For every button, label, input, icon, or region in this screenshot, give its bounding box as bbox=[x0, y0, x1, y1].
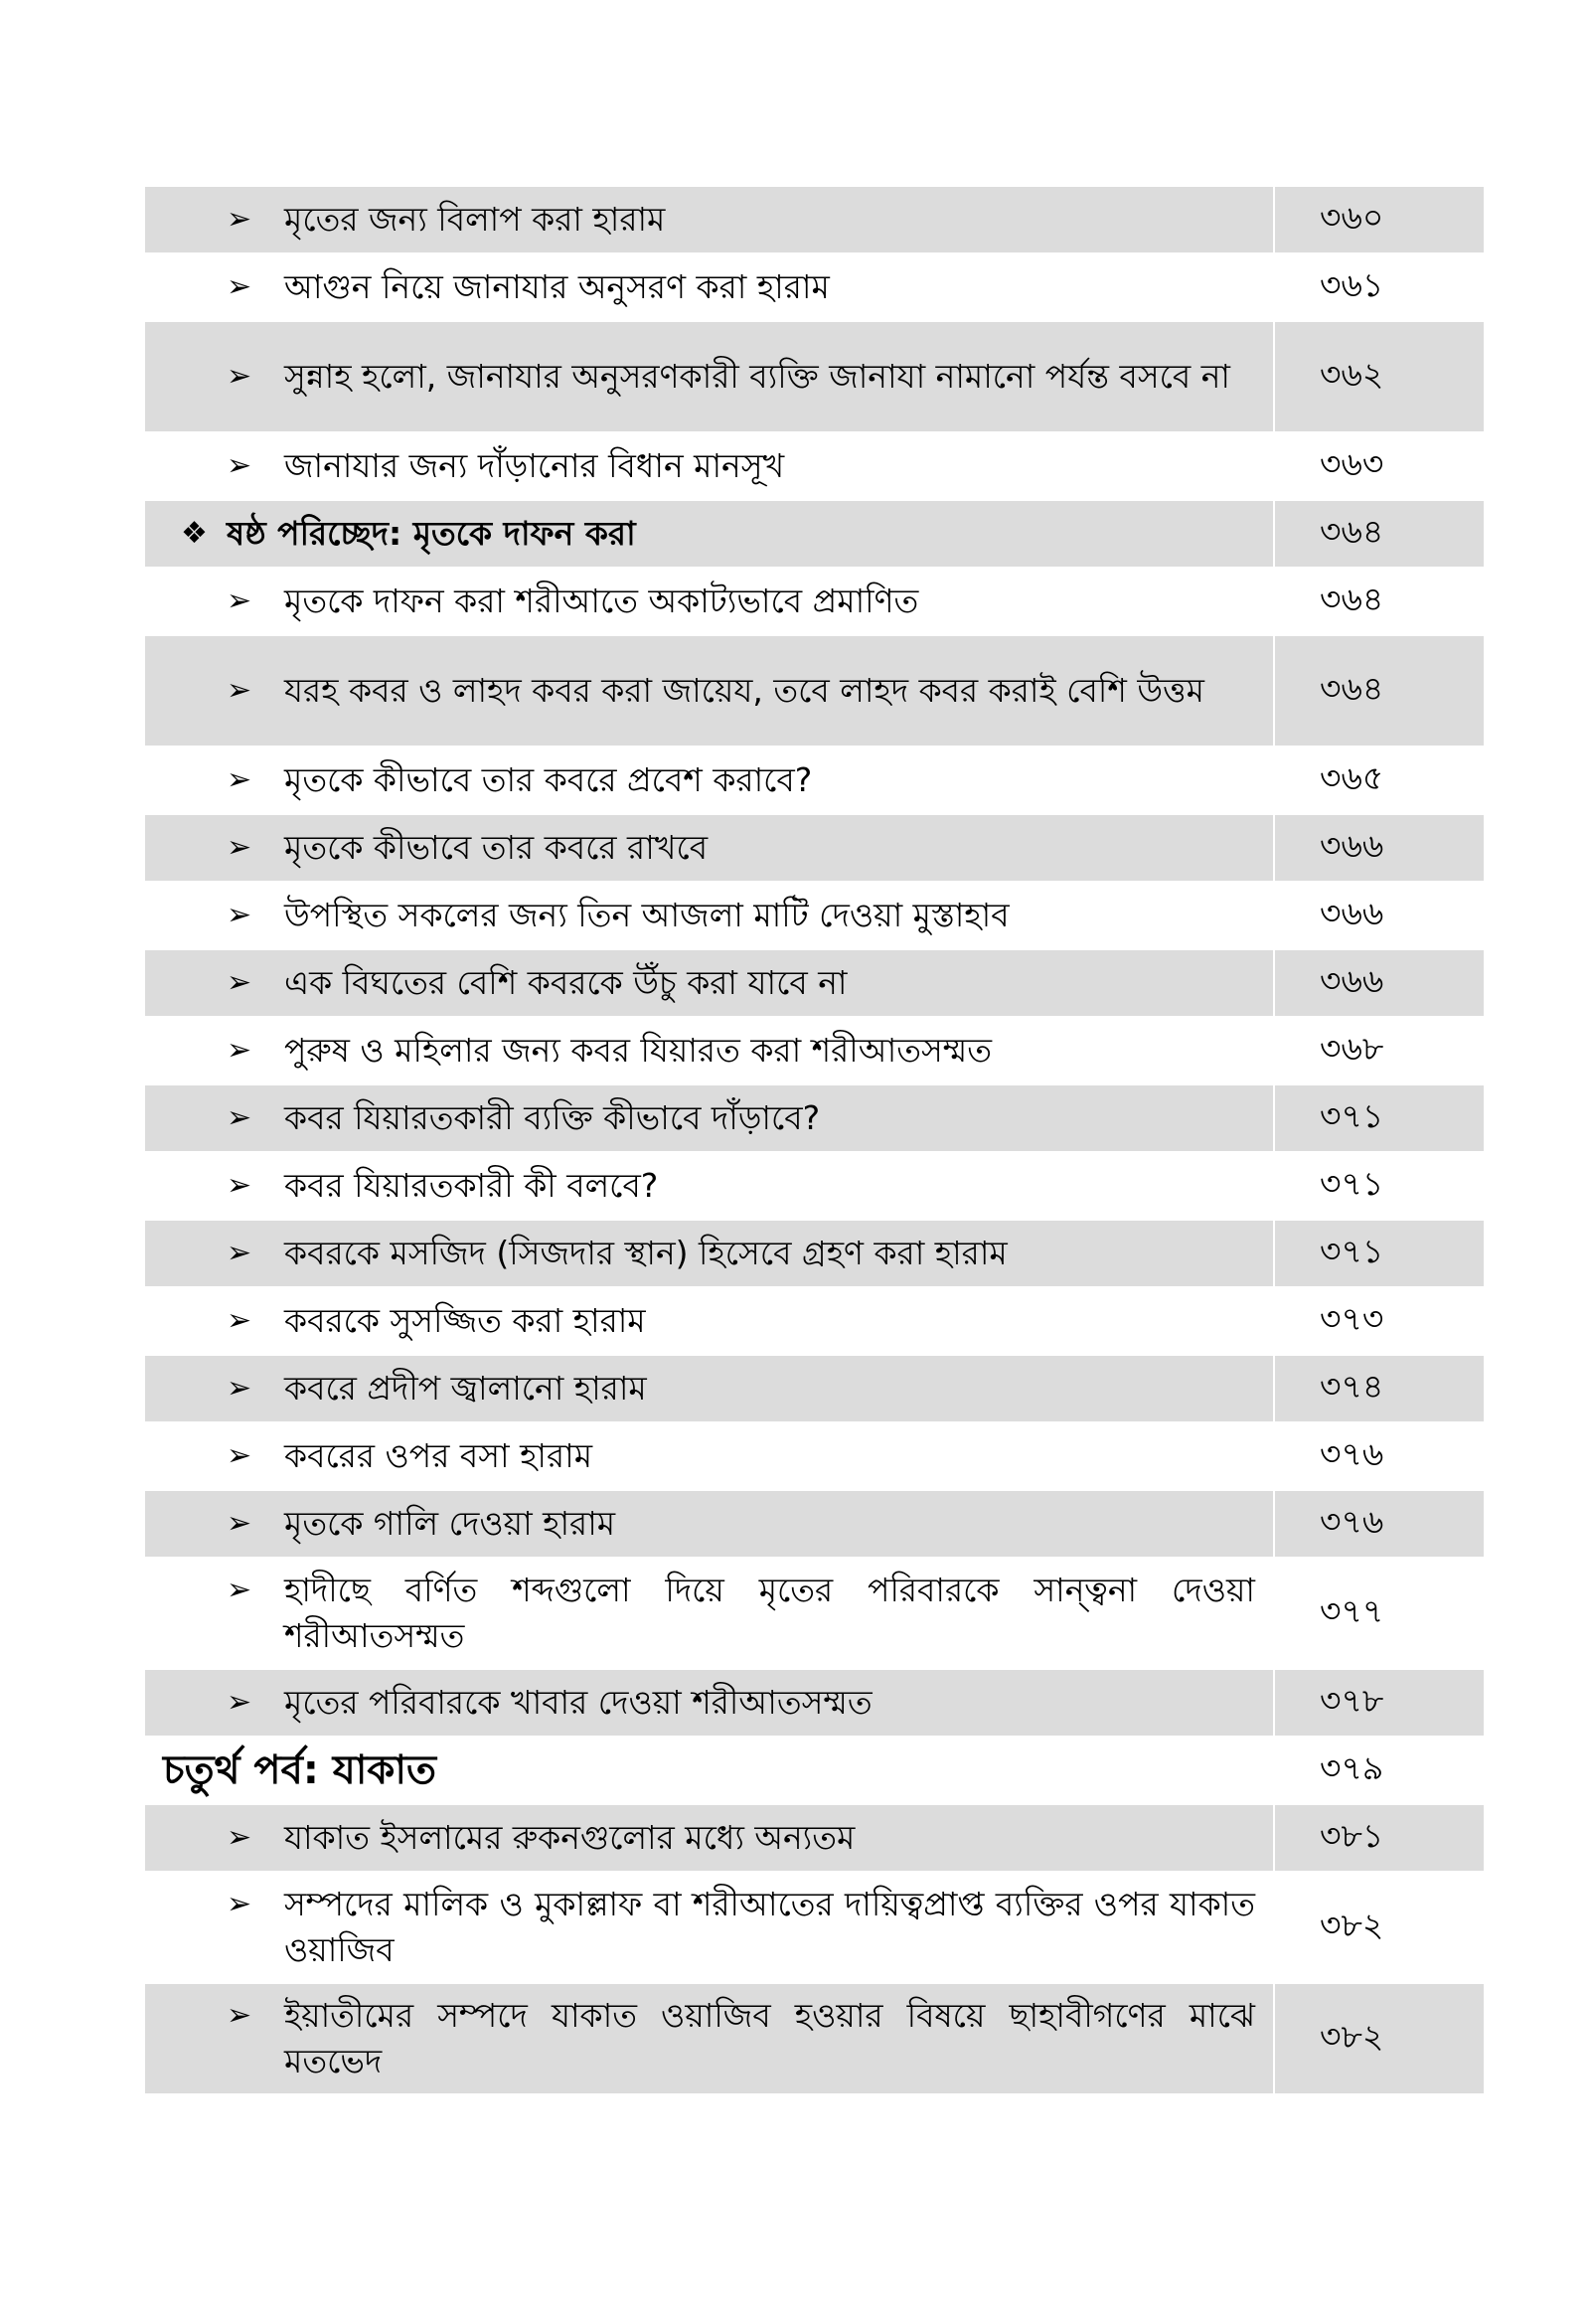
entry-title-cell bbox=[145, 1559, 1274, 1668]
page-number: ৩৬৪ bbox=[1320, 580, 1384, 618]
entry-title: পুরুষ ও মহিলার জন্য কবর যিয়ারত করা শরীআতসম্মত bbox=[284, 1031, 993, 1070]
page-number: ৩৭৮ bbox=[1274, 1670, 1484, 1736]
toc-entry bbox=[145, 1153, 1484, 1219]
entry-title: যরহ কবর ও লাহদ কবর করা জায়েয, তবে লাহদ কবর করাই বেশি উত্তম bbox=[284, 671, 1204, 710]
toc-entry bbox=[145, 636, 1484, 746]
arrow-bullet-icon: ➢ bbox=[227, 1998, 252, 2033]
toc-entry bbox=[145, 1805, 1484, 1871]
arrow-bullet-icon: ➢ bbox=[227, 762, 252, 797]
arrow-bullet-icon: ➢ bbox=[227, 269, 252, 304]
entry-title: সম্পদের মালিক ও মুকাল্লাফ বা শরীআতের দায়িত্বপ্রাপ্ত ব্যক্তির ওপর যাকাত ওয়াজিব bbox=[284, 1885, 1255, 1969]
arrow-bullet-icon: ➢ bbox=[227, 1303, 252, 1338]
page-number: ৩৬৪ bbox=[1274, 636, 1484, 746]
entry-title-wrap bbox=[145, 197, 1273, 243]
toc-entry bbox=[145, 1873, 1484, 1982]
toc-entry bbox=[145, 1423, 1484, 1489]
entry-title-wrap bbox=[145, 1366, 1273, 1411]
entry-title-wrap bbox=[145, 579, 1273, 624]
entry-title: যাকাত ইসলামের রুকনগুলোর মধ্যে অন্যতম bbox=[284, 1818, 856, 1857]
entry-title-cell bbox=[145, 1873, 1274, 1982]
entry-title: মৃতকে কীভাবে তার কবরে রাখবে bbox=[284, 828, 709, 867]
toc-entry bbox=[145, 187, 1484, 252]
entry-title: মৃতের জন্য বিলাপ করা হারাম bbox=[284, 200, 666, 239]
page-number: ৩৭৪ bbox=[1274, 1356, 1484, 1421]
entry-title: কবরকে সুসজ্জিত করা হারাম bbox=[284, 1301, 646, 1340]
entry-title-cell bbox=[145, 636, 1274, 746]
page-number: ৩৮২ bbox=[1320, 1906, 1384, 1944]
arrow-bullet-icon: ➢ bbox=[227, 1573, 252, 1607]
entry-title-cell bbox=[145, 501, 1274, 567]
toc-entry bbox=[145, 254, 1484, 320]
entry-title-cell bbox=[145, 322, 1274, 431]
entry-title-wrap bbox=[145, 1815, 1273, 1861]
entry-title-wrap bbox=[145, 1433, 1273, 1479]
page-number: ৩৭৯ bbox=[1320, 1748, 1384, 1787]
table-of-contents bbox=[145, 187, 1484, 2093]
entry-title: চতুর্থ পর্ব: যাকাত bbox=[163, 1747, 437, 1793]
page-number: ৩৭৩ bbox=[1320, 1299, 1384, 1338]
toc-entry bbox=[145, 883, 1484, 948]
entry-title: কবর যিয়ারতকারী ব্যক্তি কীভাবে দাঁড়াবে? bbox=[284, 1098, 821, 1137]
arrow-bullet-icon: ➢ bbox=[227, 898, 252, 932]
page-number: ৩৭৭ bbox=[1320, 1591, 1384, 1630]
entry-title: সুন্নাহ হলো, জানাযার অনুসরণকারী ব্যক্তি জানাযা নামানো পর্যন্ত বসবে না bbox=[284, 357, 1230, 396]
page-number: ৩৮১ bbox=[1274, 1805, 1484, 1871]
arrow-bullet-icon: ➢ bbox=[227, 1438, 252, 1473]
toc-entry bbox=[145, 1221, 1484, 1286]
entry-title: এক বিঘতের বেশি কবরকে উঁচু করা যাবে না bbox=[284, 963, 848, 1002]
entry-title-cell bbox=[145, 1018, 1274, 1083]
entry-title: কবরকে মসজিদ (সিজদার স্থান) হিসেবে গ্রহণ করা হারাম bbox=[284, 1234, 1008, 1272]
entry-title-wrap bbox=[145, 1028, 1273, 1074]
toc-entry bbox=[145, 815, 1484, 881]
arrow-bullet-icon: ➢ bbox=[227, 448, 252, 483]
toc-entry bbox=[145, 1018, 1484, 1083]
entry-title-wrap bbox=[145, 757, 1273, 803]
entry-title-cell bbox=[145, 1984, 1274, 2093]
page-number: ৩৬৪ bbox=[1274, 501, 1484, 567]
toc-entry bbox=[145, 950, 1484, 1016]
entry-title-cell bbox=[145, 1423, 1274, 1489]
entry-title-wrap bbox=[145, 1882, 1273, 1973]
page-number: ৩৬৫ bbox=[1320, 758, 1384, 797]
arrow-bullet-icon: ➢ bbox=[227, 1371, 252, 1406]
toc-entry bbox=[145, 1085, 1484, 1151]
page-number: ৩৬৩ bbox=[1320, 444, 1384, 483]
entry-title: মৃতকে গালি দেওয়া হারাম bbox=[284, 1504, 616, 1543]
entry-title-cell bbox=[145, 747, 1274, 813]
entry-title-cell bbox=[145, 1670, 1274, 1736]
toc-entry bbox=[145, 747, 1484, 813]
arrow-bullet-icon: ➢ bbox=[227, 1820, 252, 1855]
entry-title: কবরে প্রদীপ জ্বালানো হারাম bbox=[284, 1369, 647, 1408]
entry-title-wrap bbox=[145, 1993, 1273, 2084]
page-number: ৩৬২ bbox=[1274, 322, 1484, 431]
arrow-bullet-icon: ➢ bbox=[227, 673, 252, 708]
arrow-bullet-icon: ➢ bbox=[227, 359, 252, 394]
toc-entry bbox=[145, 322, 1484, 431]
toc-entry bbox=[145, 433, 1484, 499]
page-number: ৩৬৮ bbox=[1320, 1029, 1384, 1068]
toc-entry bbox=[145, 1559, 1484, 1668]
arrow-bullet-icon: ➢ bbox=[227, 1887, 252, 1921]
arrow-bullet-icon: ➢ bbox=[227, 202, 252, 237]
entry-title-wrap bbox=[145, 960, 1273, 1006]
entry-title-wrap bbox=[145, 825, 1273, 871]
entry-title-wrap bbox=[145, 1095, 1273, 1141]
page-number: ৩৭১ bbox=[1274, 1085, 1484, 1151]
page-number: ৩৭৬ bbox=[1274, 1491, 1484, 1557]
entry-title-cell bbox=[145, 1221, 1274, 1286]
entry-title-wrap bbox=[145, 1231, 1273, 1276]
page-number: ৩৭১ bbox=[1320, 1164, 1384, 1203]
toc-part-heading bbox=[145, 1738, 1484, 1803]
toc-entry bbox=[145, 1356, 1484, 1421]
page-number: ৩৬৬ bbox=[1320, 894, 1384, 932]
entry-title-cell bbox=[145, 1085, 1274, 1151]
arrow-bullet-icon: ➢ bbox=[227, 1236, 252, 1270]
entry-title-cell bbox=[145, 950, 1274, 1016]
page-number: ৩৭৬ bbox=[1320, 1434, 1384, 1473]
toc-body bbox=[145, 187, 1484, 2093]
entry-title-wrap bbox=[145, 1747, 1273, 1793]
entry-title-wrap bbox=[145, 443, 1273, 489]
toc-entry bbox=[145, 1491, 1484, 1557]
entry-title-cell bbox=[145, 883, 1274, 948]
entry-title-cell bbox=[145, 1356, 1274, 1421]
entry-title-wrap bbox=[145, 668, 1273, 714]
arrow-bullet-icon: ➢ bbox=[227, 583, 252, 618]
entry-title-cell bbox=[145, 1491, 1274, 1557]
entry-title-cell bbox=[145, 569, 1274, 634]
page-number: ৩৭১ bbox=[1274, 1221, 1484, 1286]
entry-title-cell bbox=[145, 1805, 1274, 1871]
entry-title-wrap bbox=[145, 1501, 1273, 1547]
entry-title-wrap bbox=[145, 1163, 1273, 1209]
entry-title-cell bbox=[145, 815, 1274, 881]
diamond-bullet-icon: ❖ bbox=[181, 516, 208, 551]
entry-title-wrap bbox=[145, 354, 1273, 400]
entry-title-wrap bbox=[145, 511, 1273, 557]
toc-entry bbox=[145, 569, 1484, 634]
entry-title: জানাযার জন্য দাঁড়ানোর বিধান মানসূখ bbox=[284, 446, 785, 485]
arrow-bullet-icon: ➢ bbox=[227, 1506, 252, 1541]
entry-title-cell bbox=[145, 1738, 1274, 1803]
toc-entry bbox=[145, 1288, 1484, 1354]
entry-title: কবরের ওপর বসা হারাম bbox=[284, 1436, 593, 1475]
entry-title: ইয়াতীমের সম্পদে যাকাত ওয়াজিব হওয়ার বিষয়ে ছাহাবীগণের মাঝে মতভেদ bbox=[284, 1996, 1255, 2080]
entry-title-cell bbox=[145, 1288, 1274, 1354]
entry-title: উপস্থিত সকলের জন্য তিন আজলা মাটি দেওয়া মুস্তাহাব bbox=[284, 896, 1010, 934]
entry-title-wrap bbox=[145, 893, 1273, 938]
entry-title-cell bbox=[145, 254, 1274, 320]
entry-title-wrap bbox=[145, 264, 1273, 310]
arrow-bullet-icon: ➢ bbox=[227, 1033, 252, 1068]
page-number: ৩৬৬ bbox=[1274, 950, 1484, 1016]
page-number: ৩৬১ bbox=[1320, 265, 1384, 304]
entry-title: মৃতের পরিবারকে খাবার দেওয়া শরীআতসম্মত bbox=[284, 1683, 873, 1722]
entry-title-cell bbox=[145, 1153, 1274, 1219]
page-number: ৩৬০ bbox=[1274, 187, 1484, 252]
entry-title: কবর যিয়ারতকারী কী বলবে? bbox=[284, 1166, 659, 1205]
page-number: ৩৮২ bbox=[1274, 1984, 1484, 2093]
entry-title-cell bbox=[145, 433, 1274, 499]
toc-section-heading bbox=[145, 501, 1484, 567]
arrow-bullet-icon: ➢ bbox=[227, 830, 252, 865]
arrow-bullet-icon: ➢ bbox=[227, 1685, 252, 1720]
entry-title-cell bbox=[145, 187, 1274, 252]
page-number: ৩৬৬ bbox=[1274, 815, 1484, 881]
entry-title: মৃতকে কীভাবে তার কবরে প্রবেশ করাবে? bbox=[284, 760, 813, 799]
entry-title-wrap bbox=[145, 1680, 1273, 1726]
toc-entry bbox=[145, 1984, 1484, 2093]
arrow-bullet-icon: ➢ bbox=[227, 965, 252, 1000]
arrow-bullet-icon: ➢ bbox=[227, 1100, 252, 1135]
entry-title-wrap bbox=[145, 1568, 1273, 1659]
entry-title: ষষ্ঠ পরিচ্ছেদ: মৃতকে দাফন করা bbox=[227, 514, 636, 553]
arrow-bullet-icon: ➢ bbox=[227, 1168, 252, 1203]
entry-title: আগুন নিয়ে জানাযার অনুসরণ করা হারাম bbox=[284, 267, 830, 306]
entry-title: হাদীছে বর্ণিত শব্দগুলো দিয়ে মৃতের পরিবারকে সান্ত্বনা দেওয়া শরীআতসম্মত bbox=[284, 1571, 1255, 1655]
toc-entry bbox=[145, 1670, 1484, 1736]
entry-title: মৃতকে দাফন করা শরীআতে অকাট্যভাবে প্রমাণিত bbox=[284, 581, 919, 620]
entry-title-wrap bbox=[145, 1298, 1273, 1344]
